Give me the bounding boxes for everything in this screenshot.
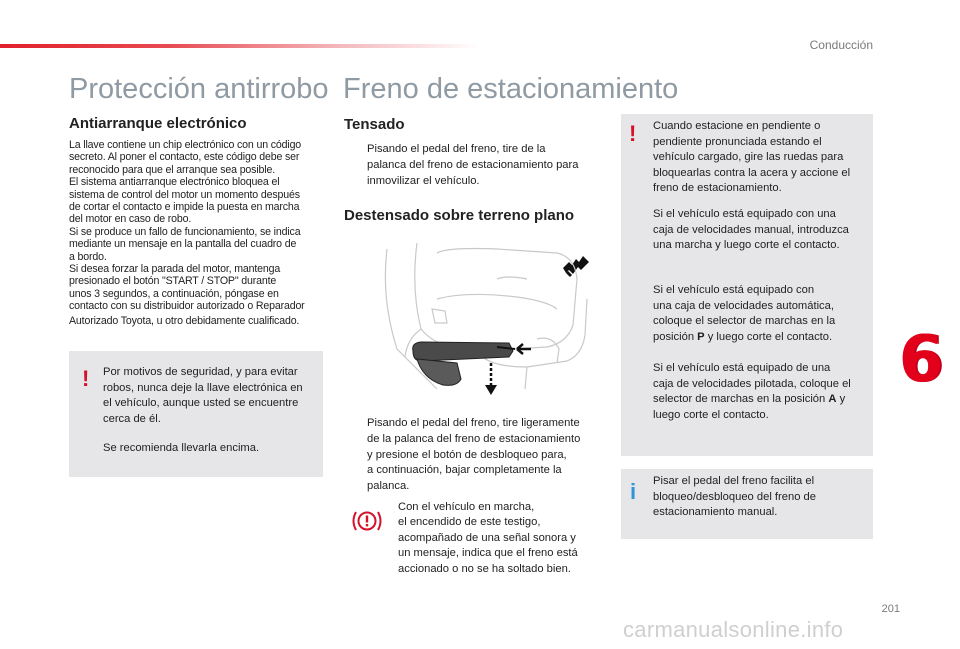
automatic-gearbox-text: [653, 283, 871, 345]
body-line: unos 3 segundos, a continuación, póngase en: [69, 287, 279, 300]
body-line: reconocido para que el arranque sea posible.: [69, 163, 276, 176]
pilot-line: [653, 392, 871, 408]
body-line: del motor en caso de robo.: [69, 213, 192, 226]
tensado-line: palanca del freno de estacionamiento para: [367, 158, 579, 171]
warning-line: cerca de él.: [103, 412, 161, 425]
manual-line: caja de velocidades manual, introduzca: [653, 223, 849, 236]
slope-line: freno de estacionamiento.: [653, 182, 782, 195]
auto-line: Si el vehículo está equipado con: [653, 284, 815, 296]
body-line: Si se produce un fallo de funcionamiento, se indica: [69, 225, 301, 238]
body-line: Si desea forzar la parada del motor, mantenga: [69, 263, 281, 276]
body-line: contacto con su distribuidor autorizado o Reparador: [69, 300, 305, 313]
lamp-line: el encendido de este testigo,: [398, 516, 541, 529]
heading-antiarranque: Antiarranque electrónico: [69, 115, 247, 132]
gear-position-a: A: [828, 393, 837, 406]
chapter-number-badge: 6: [898, 323, 944, 397]
destensado-line: y presione el botón de desbloqueo para,: [367, 448, 567, 461]
pilot-line: Si el vehículo está equipado de una: [653, 362, 831, 374]
pilot-line-text: selector de marchas en la posición: [653, 393, 829, 406]
destensado-line: de la palanca del freno de estacionamiento: [367, 432, 581, 445]
auto-line-text: y luego corte el contacto.: [704, 330, 833, 343]
body-line: secreto. Al poner el contacto, este código debe ser: [69, 151, 300, 164]
info-line: bloqueo/desbloqueo del freno de: [653, 490, 816, 503]
tensado-line: Pisando el pedal del freno, tire de la: [367, 143, 546, 155]
slope-line: vehículo cargado, gire las ruedas para: [653, 151, 844, 164]
info-text: [653, 474, 871, 521]
tensado-step: [346, 142, 608, 189]
pilot-line: caja de velocidades pilotada, coloque el: [653, 377, 851, 390]
warning-line: robos, nunca deje la llave electrónica en: [103, 381, 303, 394]
warning-exclamation-icon: !: [82, 366, 90, 391]
lamp-line: un mensaje, indica que el freno está: [398, 547, 578, 560]
section-title-freno: Freno de estacionamiento: [343, 73, 679, 105]
destensado-line: a continuación, bajar completamente la: [367, 464, 562, 477]
slope-warning-text: [653, 119, 871, 197]
manual-line: Si el vehículo está equipado con una: [653, 208, 836, 220]
destensado-step: [346, 416, 608, 495]
auto-line: coloque el selector de marchas en la: [653, 315, 836, 328]
tensado-line: inmovilizar el vehículo.: [367, 174, 480, 187]
body-line: El sistema antiarranque electrónico bloquea el: [69, 176, 280, 189]
manual-line: una marcha y luego corte el contacto.: [653, 239, 840, 252]
body-line: presionado el botón "START / STOP" durante: [69, 275, 277, 288]
info-i-icon: i: [630, 479, 637, 504]
warning-line: el vehículo, aunque usted se encuentre: [103, 397, 299, 410]
pilot-gearbox-text: [653, 361, 871, 423]
warning-exclamation-icon: !: [629, 121, 637, 146]
destensado-line: Pisando el pedal del freno, tire ligeramente: [367, 417, 580, 429]
body-line: de cortar el contacto e impide la puesta en marcha: [69, 201, 300, 214]
body-line: a bordo.: [69, 250, 107, 263]
body-line: Autorizado Toyota, u otro debidamente cualificado.: [69, 314, 300, 327]
gear-position-p: P: [697, 330, 705, 343]
destensado-line: palanca.: [367, 480, 410, 493]
chapter-title: Conducción: [809, 38, 873, 52]
manual-gearbox-text: [653, 207, 871, 254]
heading-destensado: Destensado sobre terreno plano: [344, 207, 575, 224]
auto-line: una caja de velocidades automática,: [653, 299, 834, 312]
body-line: sistema de control del motor un momento después: [69, 188, 300, 201]
slope-line: Cuando estacione en pendiente o: [653, 120, 821, 132]
auto-line: [653, 330, 871, 346]
info-line: Pisar el pedal del freno facilita el: [653, 475, 815, 487]
lamp-line: accionado o no se ha soltado bien.: [398, 562, 571, 575]
lamp-line: Con el vehículo en marcha,: [398, 501, 535, 513]
body-line: mediante un mensaje en la pantalla del cuadro de: [69, 238, 297, 251]
brake-lamp-text: [398, 500, 608, 577]
body-line: La llave contiene un chip electrónico con un código: [69, 139, 302, 151]
slope-line: bloquearlas contra la acera y accione el: [653, 166, 851, 179]
slope-line: pendiente pronunciada estando el: [653, 135, 822, 148]
lamp-line: acompañado de una señal sonora y: [398, 531, 576, 544]
brake-warning-lamp-icon: [350, 508, 384, 534]
warning-line: Por motivos de seguridad, y para evitar: [103, 366, 298, 378]
pilot-line-text: y: [836, 393, 846, 406]
auto-line-text: posición: [653, 330, 698, 343]
parking-brake-illustration: [377, 239, 599, 402]
heading-tensado: Tensado: [344, 116, 405, 133]
section-title-antirrobo: Protección antirrobo: [69, 73, 329, 105]
security-warning-text: [103, 365, 319, 457]
header-accent-bar: [0, 44, 480, 48]
info-line: estacionamiento manual.: [653, 506, 778, 519]
pilot-line: luego corte el contacto.: [653, 408, 769, 421]
warning-note: Se recomienda llevarla encima.: [103, 442, 260, 455]
page-number: 201: [881, 603, 900, 615]
watermark: carmanualsonline.info: [623, 617, 844, 642]
antiarranque-body: [69, 139, 323, 327]
